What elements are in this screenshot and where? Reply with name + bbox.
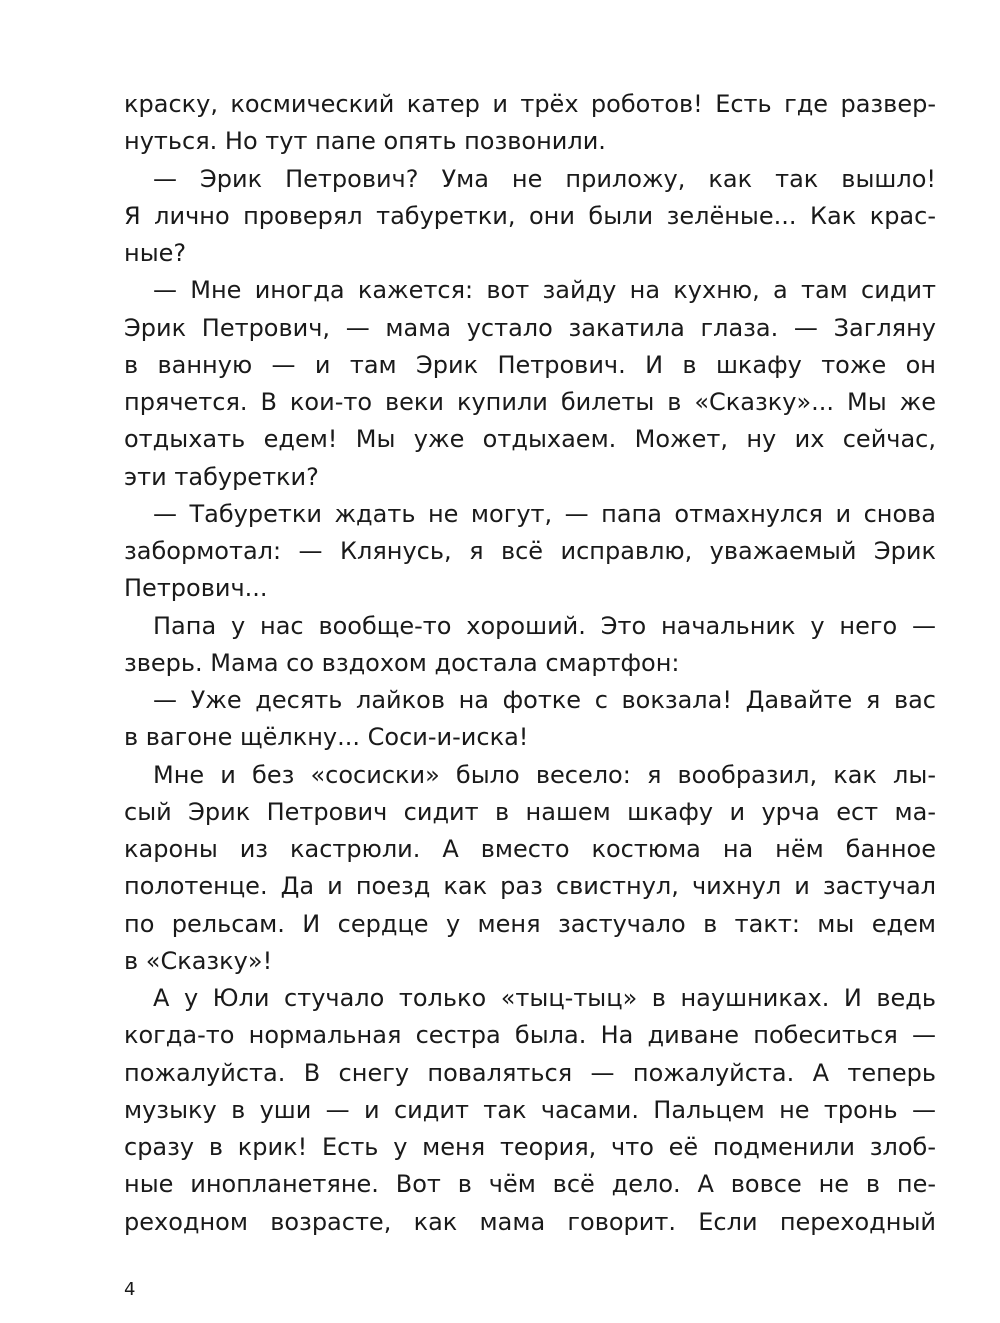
text-line: зверь. Мама со вздохом достала смартфон: <box>124 648 680 677</box>
text-line: краску, космический катер и трёх роботов! Есть где развер- <box>124 90 936 118</box>
text-line: отдыхать едем! Мы уже отдыхаем. Может, ну их сейчас, <box>124 425 936 454</box>
page-body-text <box>124 86 936 1241</box>
text-line: забормотал: — Клянусь, я всё исправлю, уважаемый Эрик <box>124 537 936 565</box>
text-line: сразу в крик! Есть у меня теория, что её подменили злоб- <box>124 1133 936 1161</box>
text-line: эти табуретки? <box>124 462 319 491</box>
text-line: в «Сказку»! <box>124 946 273 975</box>
text-line: — Уже десять лайков на фотке с вокзала! Давайте я вас <box>153 686 936 714</box>
page-number: 4 <box>124 1279 136 1300</box>
text-line: полотенце. Да и поезд как раз свистнул, чихнул и застучал <box>124 872 936 901</box>
text-line: А у Юли стучало только «тыц-тыц» в наушниках. И ведь <box>153 984 936 1012</box>
text-line: реходном возрасте, как мама говорит. Если переходный <box>124 1207 936 1236</box>
text-line: ные инопланетяне. Вот в чём всё дело. А вовсе не в пе- <box>124 1170 936 1199</box>
text-line: в ванную — и там Эрик Петрович. И в шкафу тоже он <box>124 350 936 379</box>
text-line: музыку в уши — и сидит так часами. Пальцем не тронь — <box>124 1095 936 1124</box>
text-line: по рельсам. И сердце у меня застучало в такт: мы едем <box>124 909 936 938</box>
text-line: Мне и без «сосиски» было весело: я вообразил, как лы- <box>153 760 936 789</box>
text-line: пожалуйста. В снегу поваляться — пожалуйста. А теперь <box>124 1058 936 1087</box>
text-line: в вагоне щёлкну... Соси-и-иска! <box>124 723 529 752</box>
text-line: нуться. Но тут папе опять позвонили. <box>124 127 606 156</box>
text-line: кароны из кастрюли. А вместо костюма на нём банное <box>124 835 936 863</box>
text-line: Я лично проверял табуретки, они были зелёные... Как крас- <box>124 201 936 230</box>
text-line: Папа у нас вообще-то хороший. Это начальник у него — <box>153 611 936 640</box>
text-line: ные? <box>124 239 187 267</box>
text-line: Эрик Петрович, — мама устало закатила глаза. — Загляну <box>124 313 936 342</box>
text-line: Петрович... <box>124 574 268 603</box>
text-line: — Мне иногда кажется: вот зайду на кухню, а там сидит <box>153 276 936 305</box>
text-line: сый Эрик Петрович сидит в нашем шкафу и урча ест ма- <box>124 797 936 826</box>
text-line: — Эрик Петрович? Ума не приложу, как так вышло! <box>153 164 936 193</box>
text-line: когда-то нормальная сестра была. На диване побеситься — <box>124 1021 936 1050</box>
text-line: прячется. В кои-то веки купили билеты в «Сказку»... Мы же <box>124 388 936 416</box>
text-line: — Табуретки ждать не могут, — папа отмахнулся и снова <box>153 499 936 528</box>
